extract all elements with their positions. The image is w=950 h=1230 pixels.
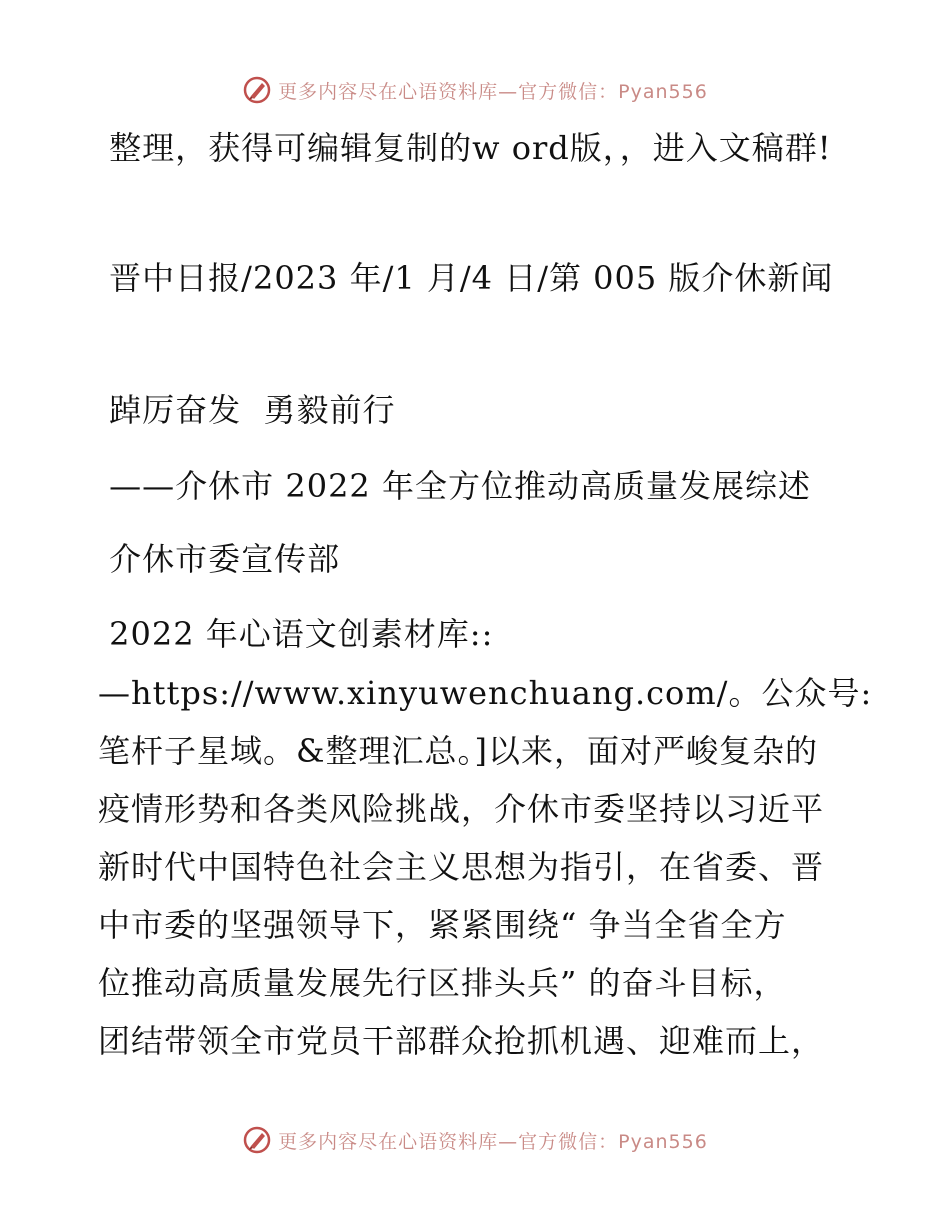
article-author: 介休市委宣传部	[98, 540, 341, 578]
body-paragraph	[98, 664, 873, 1070]
pen-logo-icon	[242, 1125, 272, 1155]
pen-logo-icon	[242, 75, 272, 105]
bottom-watermark	[0, 1120, 950, 1160]
watermark-text: 更多内容尽在心语资料库—官方微信：Pyan556	[278, 1130, 708, 1153]
article-title: 踔厉奋发 勇毅前行	[98, 391, 396, 429]
body-line: 疫情形势和各类风险挑战，介休市委坚持以习近平	[98, 790, 825, 828]
body-line: 笔杆子星域。&整理汇总。]以来，面对严峻复杂的	[98, 732, 818, 770]
watermark-text: 更多内容尽在心语资料库—官方微信：Pyan556	[278, 80, 708, 103]
article-subtitle: ——介休市 2022 年全方位推动高质量发展综述	[98, 467, 811, 505]
body-line: —https://www.xinyuwenchuang.com/。公众号:	[98, 674, 873, 712]
source-line: 晋中日报/2023 年/1 月/4 日/第 005 版介休新闻	[98, 259, 834, 297]
top-watermark	[0, 70, 950, 110]
watermark-handle: Pyan556	[618, 80, 708, 103]
body-line: 中市委的坚强领导下，紧紧围绕“ 争当全省全方	[98, 906, 787, 944]
material-line: 2022 年心语文创素材库::	[98, 615, 494, 653]
body-line: 新时代中国特色社会主义思想为指引，在省委、晋	[98, 848, 825, 886]
watermark-handle: Pyan556	[618, 1130, 708, 1153]
body-line: 位推动高质量发展先行区排头兵” 的奋斗目标，	[98, 964, 787, 1002]
intro-line: 整理，获得可编辑复制的w ord版，，进入文稿群!	[98, 129, 832, 167]
body-line: 团结带领全市党员干部群众抢抓机遇、迎难而上，	[98, 1022, 825, 1060]
